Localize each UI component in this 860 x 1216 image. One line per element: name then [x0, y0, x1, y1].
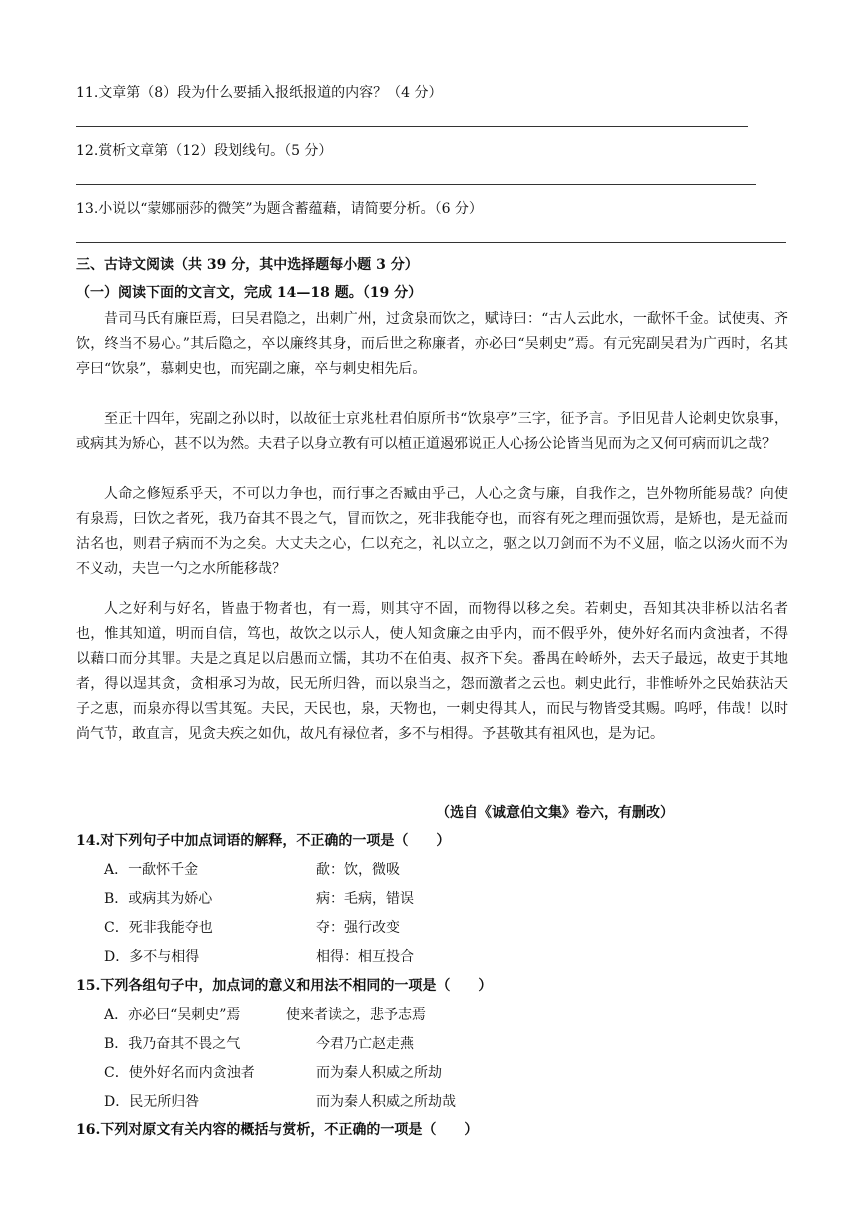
answer-line-11 [76, 126, 748, 127]
q15-option-d: D．民无所归咎 [104, 1094, 200, 1110]
question-16-stem: 16.下列对原文有关内容的概括与赏析，不正确的一项是（ ） [76, 1122, 479, 1138]
question-13: 13.小说以“蒙娜丽莎的微笑”为题含蓄蕴藉，请简要分析。（6 分） [76, 201, 483, 217]
question-15-stem: 15.下列各组句子中，加点词的意义和用法不相同的一项是（ ） [76, 978, 493, 994]
passage-paragraph-2: 至正十四年，宪副之孙以时，以故征士京兆杜君伯原所书“饮泉亭”三字，征予言。予旧见昔人论刺史饮泉事，或病其为矫心，甚不以为然。夫君子以身立教有可以植正道遏邪说正人心扬公论皆当见而为之又何可病而讥之哉？ [76, 411, 788, 452]
q14-option-d: D．多不与相得 [104, 949, 200, 965]
passage-paragraph-3: 人命之修短系乎天，不可以力争也，而行事之否臧由乎己，人心之贪与廉，自我作之，岂外物所能易哉？向使有泉焉，曰饮之者死，我乃奋其不畏之气，冒而饮之，死非我能夺也，而容有死之理而强饮焉，是矫也，是无益而沽名也，则君子病而不为之矣。大丈夫之心，仁以充之，礼以立之，驱之以刀剑而不为不义屈，临之以汤火而不为不义动，夫岂一勺之水所能移哉？ [76, 486, 788, 577]
question-11: 11.文章第（8）段为什么要插入报纸报道的内容？（4 分） [76, 85, 443, 101]
answer-line-13 [76, 242, 786, 243]
section-subtitle: （一）阅读下面的文言文，完成 14—18 题。（19 分） [76, 285, 423, 301]
q15-option-a: A．亦必曰“吴刺史”焉 [104, 1007, 241, 1023]
question-12: 12.赏析文章第（12）段划线句。（5 分） [76, 143, 333, 159]
question-14-stem: 14.对下列句子中加点词语的解释，不正确的一项是（ ） [76, 833, 451, 849]
q14-option-a: A．一歃怀千金 [104, 862, 199, 878]
passage-paragraph-1: 昔司马氏有廉臣焉，曰吴君隐之，出刺广州，过贪泉而饮之，赋诗曰：“古人云此水，一歃怀千金。试使夷、齐饮，终当不易心。”其后隐之，卒以廉终其身，而后世之称廉者，亦必曰“吴刺史”焉。有元宪副吴君为广西时，名其亭曰“饮泉”，慕刺史也，而宪副之廉，卒与刺史相先后。 [76, 311, 788, 377]
q15-option-b: B．我乃奋其不畏之气 [104, 1036, 241, 1052]
q14-option-c-gloss: 夺：强行改变 [316, 920, 400, 936]
q15-option-b-pair: 今君乃亡赵走燕 [316, 1036, 414, 1052]
q15-option-c-pair: 而为秦人积威之所劫 [316, 1065, 442, 1081]
q14-option-c: C．死非我能夺也 [104, 920, 213, 936]
passage-source: （选自《诚意伯文集》卷六，有删改） [436, 805, 674, 821]
section-title: 三、古诗文阅读（共 39 分，其中选择题每小题 3 分） [76, 257, 419, 273]
q15-option-d-pair: 而为秦人积威之所劫哉 [316, 1094, 456, 1110]
q15-option-c: C．使外好名而内贪浊者 [104, 1065, 255, 1081]
q14-option-b: B．或病其为娇心 [104, 891, 213, 907]
q14-option-b-gloss: 病：毛病，错误 [316, 891, 414, 907]
q14-option-d-gloss: 相得：相互投合 [316, 949, 414, 965]
passage-paragraph-4: 人之好利与好名，皆蛊于物者也，有一焉，则其守不固，而物得以移之矣。若刺史，吾知其决非桥以沽名者也，惟其知道，明而自信，笃也，故饮之以示人，使人知贪廉之由乎内，而不假乎外，使外好名而内贪浊者，不得以藉口而分其罪。夫是之真足以启愚而立懦，其功不在伯夷、叔齐下矣。番禺在岭峤外，去天子最远，故吏于其地者，得以逞其贪，贪相承习为故，民无所归咎，而以泉当之，怨而激者之云也。刺史此行，非惟峤外之民始获沾天子之恵，而泉亦得以雪其冤。夫民，天民也，泉，天物也，一刺史得其人，而民与物皆受其赐。呜呼，伟哉！以时尚气节，敢直言，见贪夫疾之如仇，故凡有禄位者，多不与相得。予甚敬其有祖风也，是为记。 [76, 601, 788, 742]
answer-line-12 [76, 184, 756, 185]
q15-option-a-pair: 使来者读之，悲予志焉 [286, 1007, 426, 1023]
q14-option-a-gloss: 歃：饮，微吸 [316, 862, 400, 878]
